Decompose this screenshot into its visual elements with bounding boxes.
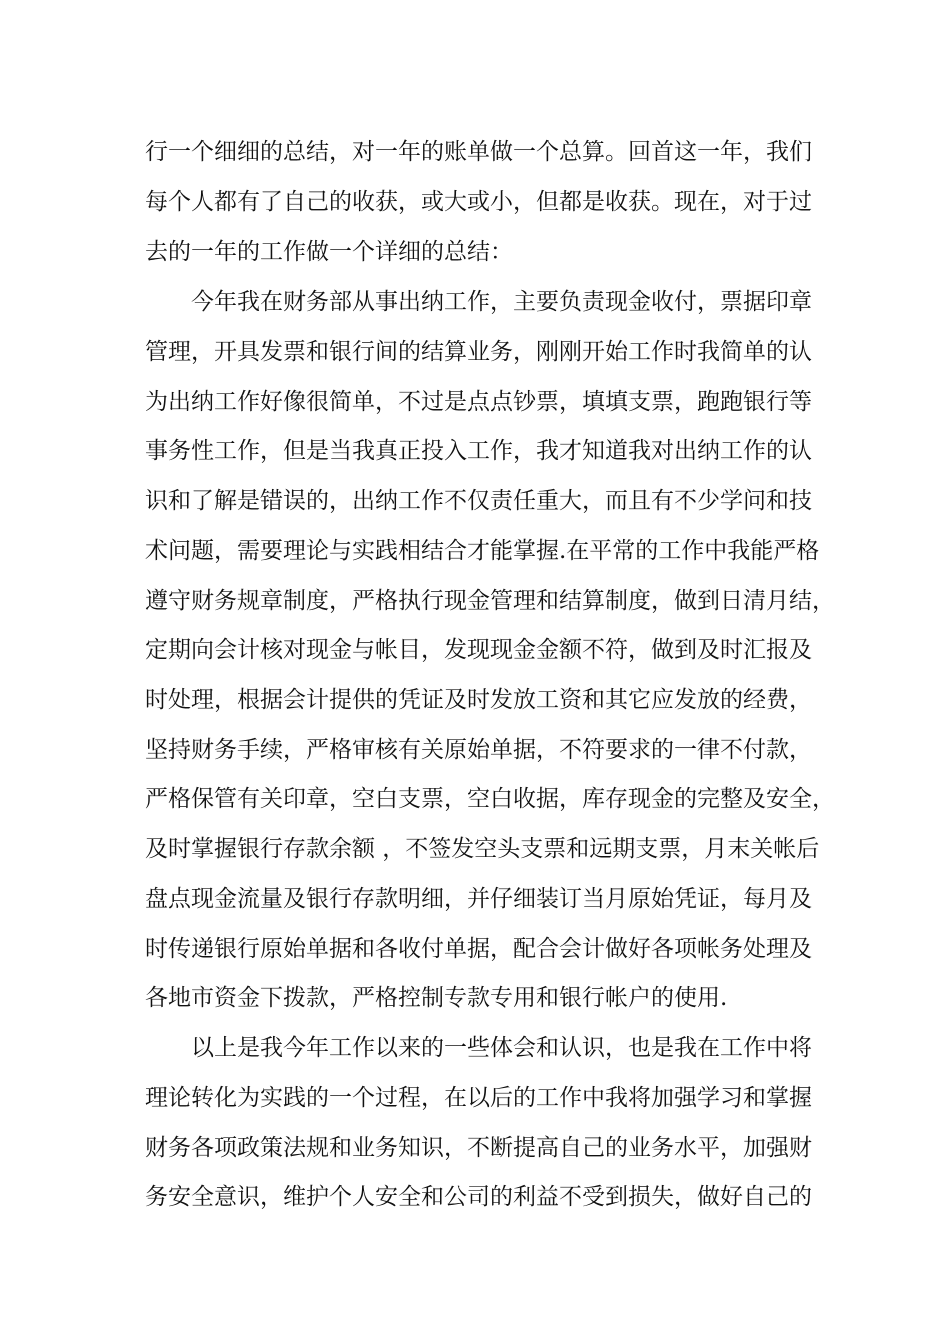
text-line: 定期向会计核对现金与帐目，发现现金金额不符，做到及时汇报及 bbox=[145, 637, 812, 663]
text-line: 务安全意识，维护个人安全和公司的利益不受到损失，做好自己的 bbox=[145, 1184, 812, 1210]
text-line: 事务性工作，但是当我真正投入工作，我才知道我对出纳工作的认 bbox=[145, 438, 812, 464]
text-line: 盘点现金流量及银行存款明细，并仔细装订当月原始凭证，每月及 bbox=[145, 886, 812, 912]
text-line: 时传递银行原始单据和各收付单据，配合会计做好各项帐务处理及 bbox=[145, 936, 812, 962]
text-line: 术问题，需要理论与实践相结合才能掌握.在平常的工作中我能严格 bbox=[145, 538, 820, 564]
text-line: 为出纳工作好像很简单，不过是点点钞票，填填支票，跑跑银行等 bbox=[145, 389, 812, 415]
text-line: 财务各项政策法规和业务知识，不断提高自己的业务水平，加强财 bbox=[145, 1135, 812, 1161]
text-line: 遵守财务规章制度，严格执行现金管理和结算制度，做到日清月结， bbox=[145, 588, 835, 614]
paragraph-first-line: 以上是我今年工作以来的一些体会和认识，也是我在工作中将 bbox=[191, 1035, 812, 1061]
text-line: 行一个细细的总结，对一年的账单做一个总算。回首这一年，我们 bbox=[145, 139, 812, 165]
text-line: 严格保管有关印章，空白支票，空白收据，库存现金的完整及安全， bbox=[145, 786, 835, 812]
text-line: 各地市资金下拨款，严格控制专款专用和银行帐户的使用. bbox=[145, 985, 728, 1011]
text-line: 坚持财务手续，严格审核有关原始单据，不符要求的一律不付款， bbox=[145, 737, 812, 763]
paragraph-first-line: 今年我在财务部从事出纳工作，主要负责现金收付，票据印章 bbox=[191, 289, 812, 315]
text-line: 时处理，根据会计提供的凭证及时发放工资和其它应发放的经费， bbox=[145, 687, 812, 713]
text-line: 识和了解是错误的，出纳工作不仅责任重大，而且有不少学问和技 bbox=[145, 488, 812, 514]
text-line: 管理，开具发票和银行间的结算业务，刚刚开始工作时我简单的认 bbox=[145, 339, 812, 365]
text-line: 理论转化为实践的一个过程，在以后的工作中我将加强学习和掌握 bbox=[145, 1085, 812, 1111]
text-line: 及时掌握银行存款余额 ，不签发空头支票和远期支票，月末关帐后 bbox=[145, 836, 820, 862]
text-line: 每个人都有了自己的收获，或大或小，但都是收获。现在，对于过 bbox=[145, 189, 812, 215]
text-line: 去的一年的工作做一个详细的总结： bbox=[145, 239, 513, 265]
